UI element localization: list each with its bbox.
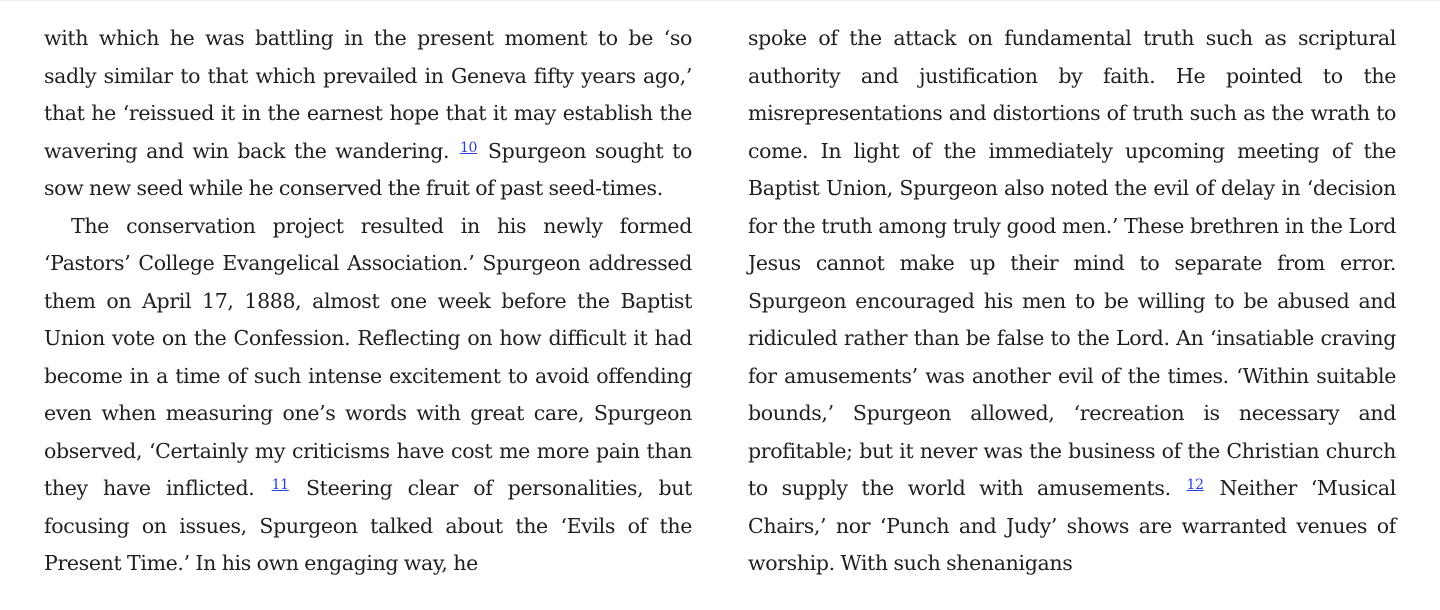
footnote-link-12[interactable]: 12: [1186, 477, 1204, 493]
footnote-link-10[interactable]: 10: [460, 139, 478, 156]
paragraph-continued: [748, 20, 1396, 583]
right-text-column: [748, 20, 1396, 583]
paragraph-text: spoke of the attack on fundamental truth such as scriptural authority and justification by faith. He pointed to the misrepresentations and distortions of truth such as the wrath to come. In light of the immediately upcoming meeting of the Baptist Union, Spurgeon also noted the evil of delay in ‘decision for the truth among truly good men.’ These brethren in the Lord Jesus cannot make up their mind to separate from error. Spurgeon encouraged his men to be willing to be abused and ridiculed rather than be false to the Lord. An ‘insatiable craving for amusements’ was another evil of the times. ‘Within suitable bounds,’ Spurgeon allowed, ‘recreation is necessary and profitable; but it never was the business of the Christian church to supply the world with amusements.: [748, 26, 1396, 500]
paragraph-continued: [44, 20, 692, 208]
left-text-column: [44, 20, 692, 583]
paragraph-text: Spurgeon sought to sow new seed while he conserved the fruit of past seed-times.: [44, 138, 692, 200]
paragraph-text: Neither ‘Musical Chairs,’ nor ‘Punch and Judy’ shows are warranted venues of worship. With such shenanigans: [748, 476, 1397, 575]
footnote-link-11[interactable]: 11: [271, 477, 289, 493]
paragraph-text: with which he was battling in the present moment to be ‘so sadly similar to that which prevailed in Geneva fifty years ago,’ that he ‘reissued it in the earnest hope that it may establish the wavering and win back the wandering.: [44, 26, 692, 163]
paragraph-text: The conservation project resulted in his newly formed ‘Pastors’ College Evangelical Association.’ Spurgeon addressed them on April 17, 1888, almost one week before the Baptist Union vote on the Confession. Reflecting on how difficult it had become in a time of such intense excitement to avoid offending even when measuring one’s words with great care, Spurgeon observed, ‘Certainly my criticisms have cost me more pain than they have inflicted.: [44, 213, 692, 500]
paragraph-text: Steering clear of personalities, but focusing on issues, Spurgeon talked about the ‘Evils of the Present Time.’ In his own engaging way, he: [44, 476, 693, 575]
paragraph: [44, 208, 692, 583]
